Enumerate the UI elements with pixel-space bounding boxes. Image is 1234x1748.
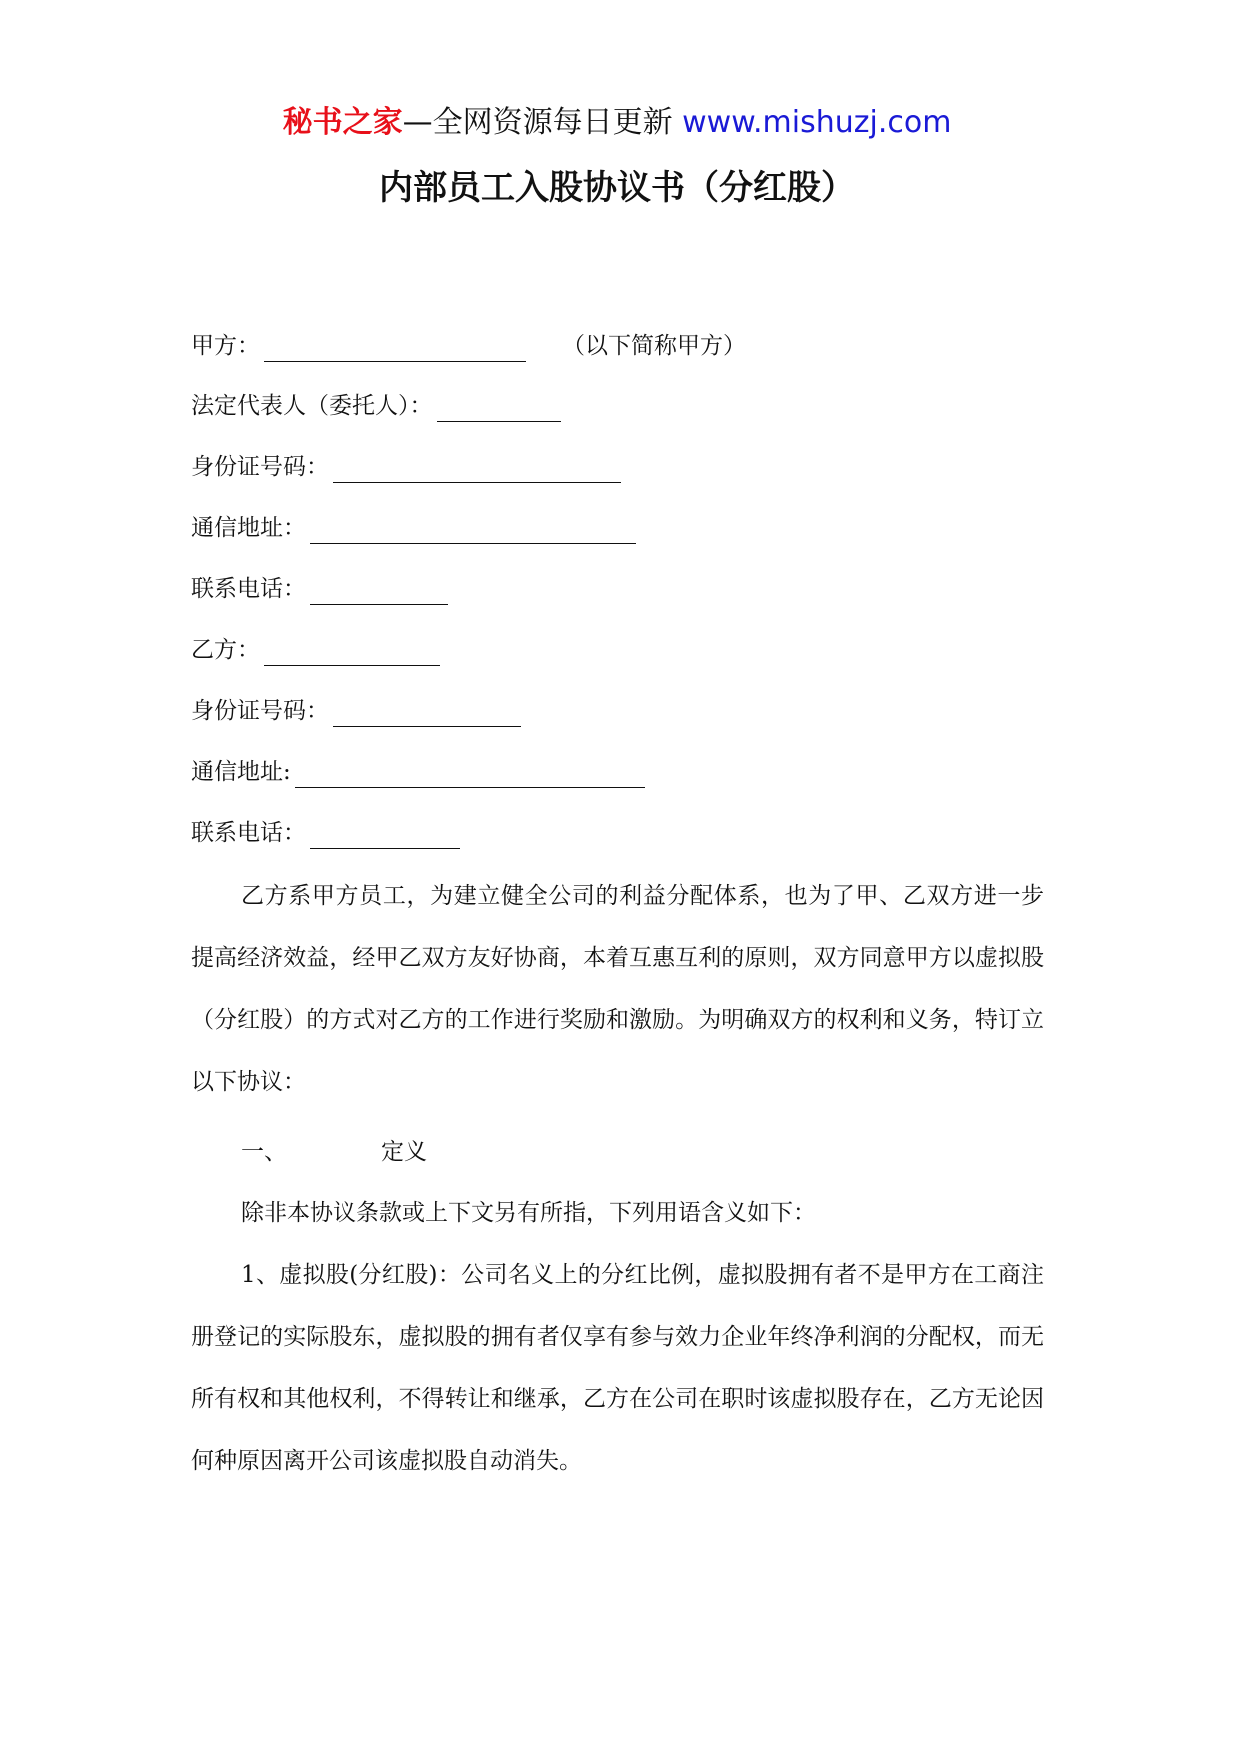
party-b-field [191, 634, 440, 666]
party-a-address-blank[interactable] [310, 517, 636, 544]
party-b-id-label: 身份证号码： [191, 698, 329, 724]
party-a-field [191, 330, 746, 362]
party-b-blank[interactable] [264, 639, 440, 666]
party-b-phone-blank[interactable] [310, 822, 460, 849]
watermark-banner [0, 103, 1234, 143]
party-a-blank[interactable] [264, 335, 526, 362]
watermark-slogan: —全网资源每日更新 [402, 105, 673, 140]
party-a-id-blank[interactable] [333, 456, 621, 483]
party-a-rep-field [191, 390, 561, 422]
party-b-address-field [191, 756, 645, 788]
watermark-url[interactable]: www.mishuzj.com [682, 105, 952, 140]
party-b-phone-field [191, 817, 460, 849]
party-a-phone-label: 联系电话： [191, 576, 306, 602]
section-1-title: 定义 [381, 1139, 427, 1165]
party-a-phone-blank[interactable] [310, 578, 448, 605]
watermark-brand: 秘书之家 [282, 105, 403, 140]
party-a-rep-blank[interactable] [437, 395, 561, 422]
document-title: 内部员工入股协议书（分红股） [379, 168, 855, 208]
party-a-id-field [191, 451, 621, 483]
party-b-label: 乙方： [191, 637, 260, 663]
party-a-address-label: 通信地址： [191, 515, 306, 541]
intro-paragraph: 乙方系甲方员工，为建立健全公司的利益分配体系，也为了甲、乙双方进一步提高经济效益，经甲乙双方友好协商，本着互惠互利的原则，双方同意甲方以虚拟股（分红股）的方式对乙方的工作进行奖励和激励。为明确双方的权利和义务，特订立以下协议： [191, 883, 1044, 1095]
section-1-number: 一、 [241, 1139, 287, 1165]
party-b-address-blank[interactable] [295, 761, 645, 788]
party-b-id-field [191, 695, 521, 727]
party-a-phone-field [191, 573, 448, 605]
party-b-address-label: 通信地址: [191, 759, 291, 785]
party-a-label: 甲方： [191, 333, 260, 359]
party-b-phone-label: 联系电话： [191, 820, 306, 846]
party-a-rep-label: 法定代表人（委托人）： [191, 393, 433, 419]
section-1-item-1: 1、虚拟股(分红股)：公司名义上的分红比例，虚拟股拥有者不是甲方在工商注册登记的实际股东，虚拟股的拥有者仅享有参与效力企业年终净利润的分配权，而无所有权和其他权利，不得转让和继承，乙方在公司在职时该虚拟股存在，乙方无论因何种原因离开公司该虚拟股自动消失。 [191, 1262, 1044, 1474]
section-1-lead: 除非本协议条款或上下文另有所指，下列用语含义如下： [241, 1200, 816, 1226]
party-b-id-blank[interactable] [333, 700, 521, 727]
party-a-id-label: 身份证号码： [191, 454, 329, 480]
party-a-address-field [191, 512, 636, 544]
party-a-note: （以下简称甲方） [562, 333, 746, 359]
